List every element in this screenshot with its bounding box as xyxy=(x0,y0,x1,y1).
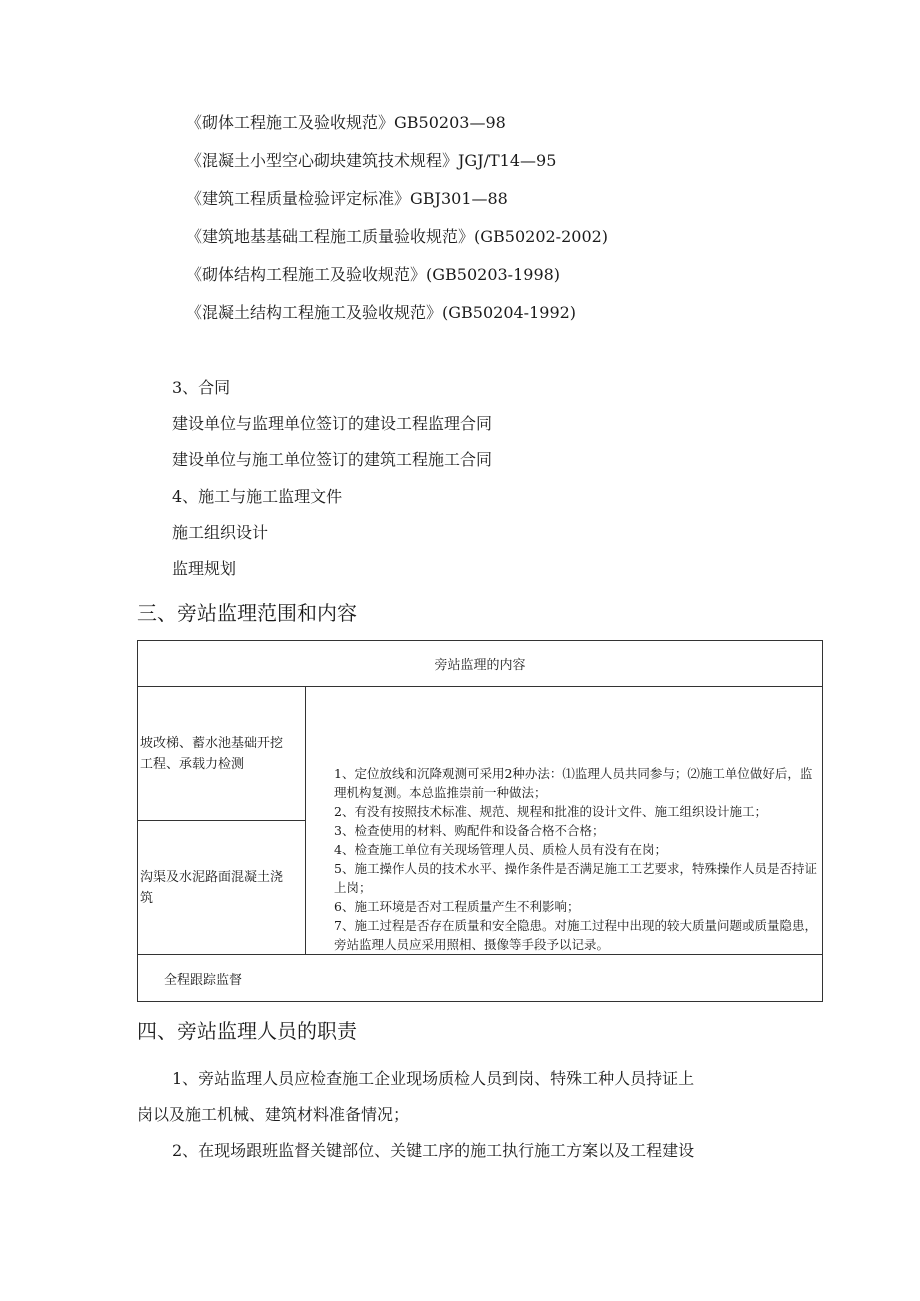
standard-item: 《建筑地基基础工程施工质量验收规范》(GB50202-2002) xyxy=(186,227,609,246)
contract-item: 建设单位与监理单位签订的建设工程监理合同 xyxy=(172,414,493,433)
scope-text: 工程、承载力检测 xyxy=(140,756,245,772)
document-item: 施工组织设计 xyxy=(172,523,269,542)
content-item: 6、施工环境是否对工程质量产生不利影响； xyxy=(334,899,580,914)
table-header-text: 旁站监理的内容 xyxy=(434,658,526,673)
section-3-title: 3、合同 xyxy=(172,378,231,397)
content-item: 1、定位放线和沉降观测可采用2种办法：⑴监理人员共同参与；⑵施工单位做好后，监理机构复测。本总监推崇前一种做法； xyxy=(334,766,813,800)
content-item: 5、施工操作人员的技术水平、操作条件是否满足施工工艺要求，特殊操作人员是否持证上岗； xyxy=(334,861,817,895)
content-cell xyxy=(306,687,823,955)
heading-duties: 四、旁站监理人员的职责 xyxy=(137,1019,357,1043)
content-item: 7、施工过程是否存在质量和安全隐患。对施工过程中出现的较大质量问题或质量隐患，旁站监理人员应采用照相、摄像等手段予以记录。 xyxy=(334,918,817,952)
standard-item: 《砌体工程施工及验收规范》GB50203—98 xyxy=(186,113,506,132)
section-4-title: 4、施工与施工监理文件 xyxy=(172,487,343,506)
table-footer-text: 全程跟踪监督 xyxy=(164,972,243,988)
table-footer xyxy=(138,955,823,1002)
content-item: 2、有没有按照技术标准、规范、规程和批准的设计文件、施工组织设计施工； xyxy=(334,804,767,819)
contract-item: 建设单位与施工单位签订的建筑工程施工合同 xyxy=(172,450,493,469)
scope-table xyxy=(137,640,823,1002)
scope-cell-concrete xyxy=(138,821,306,955)
standard-item: 《建筑工程质量检验评定标准》GBJ301—88 xyxy=(186,189,508,208)
duty-paragraph: 1、旁站监理人员应检查施工企业现场质检人员到岗、特殊工种人员持证上 xyxy=(172,1069,695,1088)
standard-item: 《混凝土结构工程施工及验收规范》(GB50204-1992) xyxy=(186,303,577,322)
scope-text: 坡改梯、蓄水池基础开挖 xyxy=(140,735,284,751)
document-item: 监理规划 xyxy=(172,559,237,578)
table-header xyxy=(138,641,823,687)
duty-paragraph: 2、在现场跟班监督关键部位、关键工序的施工执行施工方案以及工程建设 xyxy=(172,1141,695,1160)
scope-text: 筑 xyxy=(140,890,154,906)
standard-item: 《砌体结构工程施工及验收规范》(GB50203-1998) xyxy=(186,265,561,284)
content-item: 4、检查施工单位有关现场管理人员、质检人员有没有在岗； xyxy=(334,842,667,857)
scope-text: 沟渠及水泥路面混凝土浇 xyxy=(140,869,284,885)
heading-scope: 三、旁站监理范围和内容 xyxy=(137,601,357,625)
scope-cell-excavation xyxy=(138,687,306,821)
duty-paragraph-cont: 岗以及施工机械、建筑材料准备情况； xyxy=(137,1105,410,1124)
content-item: 3、检查使用的材料、购配件和设备合格不合格； xyxy=(334,823,605,838)
standard-item: 《混凝土小型空心砌块建筑技术规程》JGJ/T14—95 xyxy=(186,151,557,170)
